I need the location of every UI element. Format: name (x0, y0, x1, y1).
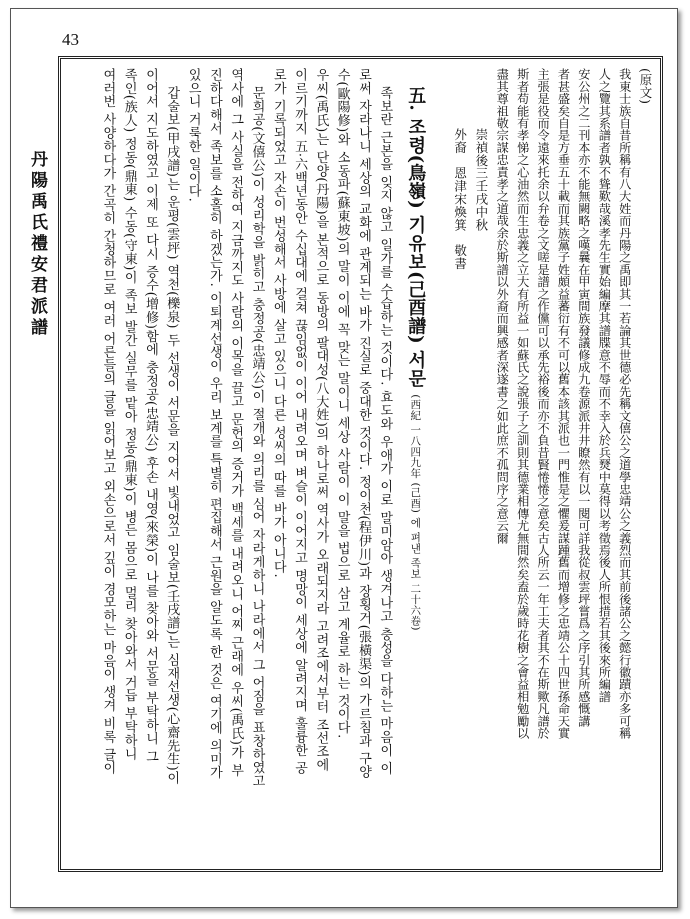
preface-line: 我東士族自昔所稱有八大姓而丹陽之禹即其一若論其世德必先稱文僖公之道學忠靖公之義烈而其前後諸公之懿行徽蹟亦多可稱 (617, 68, 632, 739)
body-line: 여러번 사양하다가 간곡히 간청하므로 여러 어른들의 글을 읽어보고 외손으로서 깊이 경모하는 마음이 생겨 비록 글이 (100, 68, 116, 775)
body-line: 문희공(文僖公)이 성리학을 밝히고 충정공(忠靖公)이 절개와 의리를 심어 자라게하니 나라에서 그 어짐을 표창하였고 (249, 86, 265, 788)
body-line: 족보란 근본을 잊지 않고 일가를 수습하는 것이다. 효도와 우애가 이로 말미암아 생겨나고 충성을 다하는 마음이 이 (377, 86, 393, 775)
body-line: 있으니 거룩한 일이다. (185, 68, 201, 203)
section-heading-text: 五. 조령(鳥嶺) 기유보(己酉譜) 서문 (405, 86, 427, 388)
preface-line: 斯者苟能有孝悌之心油然而生忠義之立大有所益一如蘇氏之說張子之訓則其德業相傳尤無間然矣盍於歲時花樹之會益相勉勵以 (515, 68, 530, 739)
document-body (72, 68, 656, 868)
preface-line: 主張是役而令遠來托余以弁卷之文嗟是譜之作儻可以承先裕後而亦不負昔賢惓惓之意矣古人所云一年工夫者其不在斯歟凡譜於 (536, 68, 551, 739)
body-line: 이어서 지도하였고 이제 또 다시 증수(增修)함에 충정공(忠靖公) 후손 내영(來榮)이 나를 찾아와 서문을 부탁하니 그 (143, 68, 158, 763)
spine-title: 丹陽禹氏禮安君派譜 (27, 150, 47, 339)
body-line: 수(歐陽修)와 소동파(蘇東坡)의 말이 이에 꼭 맞는 말이니 세상 사람이 이 말을 법으로 삼고 계율로 하는 것이다. (334, 68, 350, 739)
body-line: 역사에 그 사실을 전하여 지금까지도 사람의 이목을 끌고 문헌의 증거가 백세를 내려오니 어찌 근래에 우씨(禹氏)가 부 (228, 68, 244, 777)
preface-label: (原文) (638, 68, 653, 105)
spacer (435, 68, 449, 868)
body-line: 갑술보(甲戌譜)는 운평(雲坪) 역천(櫟泉) 두 선생이 서문을 지어서 빛내었고 임술보(壬戌譜)는 심재선생(心齋先生)이 (164, 86, 180, 785)
preface-line: 安公州之二刊本亦不能無闕略之嘆曩在甲寅間族發議修成九卷源派井井瞭然有以一閱可詳我從叔雲坪嘗爲之序引其所感慨講 (576, 68, 591, 727)
signature-author: 外裔 恩津宋煥箕 敬書 (452, 128, 468, 270)
body-line: 로써 자라나니 세상의 교화에 관계되는 바가 진실로 중대한 것이다. 정이천(程伊川)과 장횡거(張橫渠)의 가르침과 구양 (355, 68, 371, 779)
preface-line: 盡其尊祖敬宗謀忠責孝之道哉余於斯譜以外裔而興感者深遂書之如此庶不孤問序之意云爾 (495, 68, 510, 544)
section-heading (395, 68, 435, 868)
body-line: 로가 기록되었고 자손이 번성해서 사방에 살고 있으니 다른 성씨의 따를 바가 아니다. (270, 68, 286, 578)
body-line: 우씨(禹氏)는 단양(丹陽)을 본적으로 동방의 팔대성(八大姓)의 하나로써 역사가 오래되지라 고려조에서부터 조선조에 (313, 68, 329, 772)
section-heading-note: (西紀 一八四九年 (己酉) 에 펴낸 족보 二十六卷) (409, 394, 422, 631)
page-number: 43 (62, 30, 79, 49)
signature-date: 崇禎後三壬戌中秋 (473, 128, 489, 232)
preface-line: 者甚盛矣自是方垂五十載而其族黨子姓頗益蕃衍有不可以舊本該其派也一門惟是之懼爰謀踵舊而增修之忠靖公十四世孫命天實 (556, 68, 571, 739)
body-line: 족인(族人) 정동(鼎東) 수동(守東)이 족보 발간 실무를 맡아 정동(鼎東)이 병든 몸으로 멀리 찾아와서 거듭 부탁하니 (121, 68, 137, 761)
body-line: 이르기까지 五·六백년동안 수십대에 걸쳐 끊임없이 이어 내려오며 벼슬이 이어지고 명망이 세상에 알려지며 훌륭한 공 (292, 68, 308, 775)
body-line: 진하다해서 족보를 소홀히 하겠는가. 이퇴계선생이 우리 보계를 특별히 편집해서 근원을 알도록 한 것은 여기에 의미가 (206, 68, 222, 780)
preface-line: 人之覽其系譜者孰不聳歎哉溪孝先生實始編摩其譜牒意不辱而不幸入於兵燹中莫得以考徵焉後人所恨措若其後來所編譜 (597, 68, 612, 703)
